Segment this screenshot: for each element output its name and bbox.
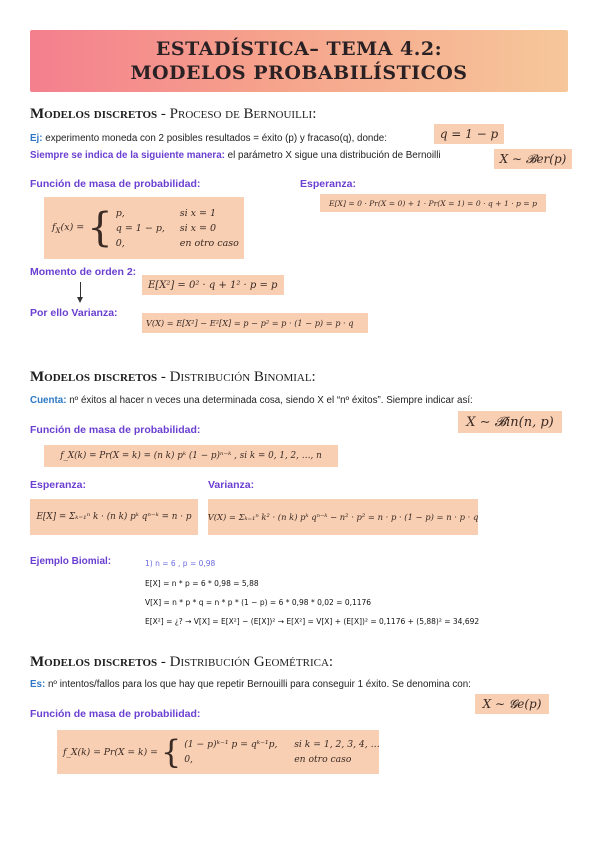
binomial-varianza-label: Varianza:	[208, 479, 255, 491]
geometrica-fmp-label: Función de masa de probabilidad:	[30, 708, 201, 720]
binomial-notation-box: X ∼ 𝓑in(n, p)	[458, 411, 562, 433]
case-row: 0, en otro caso	[184, 754, 352, 765]
momento-label: Momento de orden 2:	[30, 266, 137, 278]
left-brace-icon: {	[160, 733, 182, 771]
bernoulli-esperanza-box: E[X] = 0 · Pr(X = 0) + 1 · Pr(X = 1) = 0 · q + 1 · p = p	[320, 194, 546, 212]
bernoulli-varianza-label: Por ello Varianza:	[30, 307, 118, 319]
binomial-varianza-box: V(X) = Σₖ₌₁ⁿ k² · (n k) pᵏ qⁿ⁻ᵏ − n² · p² = n · p · (1 − p) = n · p · q	[208, 499, 478, 535]
momento-formula-box: E[X²] = 0² · q + 1² · p = p	[142, 275, 284, 295]
binomial-esperanza-label: Esperanza:	[30, 479, 87, 491]
es-label: Es:	[30, 679, 46, 690]
geo-fmp-cases	[184, 739, 380, 765]
left-brace-icon: {	[87, 205, 113, 251]
siempre-label: Siempre se indica de la siguiente manera:	[30, 150, 225, 161]
section-heading-bernoulli: Modelos discretos - Proceso de Bernouilli:	[30, 106, 317, 122]
arrow-head-icon	[77, 297, 83, 303]
bernoulli-example: Ej: experimento moneda con 2 posibles resultados = éxito (p) y fracaso(q), donde:	[30, 133, 387, 144]
bernoulli-esperanza-label: Esperanza:	[300, 178, 357, 190]
bernoulli-fmp-label: Función de masa de probabilidad:	[30, 178, 201, 190]
title-line-1: ESTADÍSTICA– TEMA 4.2:	[155, 38, 443, 60]
bernoulli-notation-text: Siempre se indica de la siguiente manera: el parámetro X sigue una distribución de Bernoilli	[30, 150, 441, 161]
section-heading-geometrica: Modelos discretos - Distribución Geométrica:	[30, 654, 334, 670]
section-heading-binomial: Modelos discretos - Distribución Binomial:	[30, 369, 316, 385]
case-row: q = 1 − p, si x = 0	[115, 222, 217, 234]
q-formula-box: q = 1 − p	[434, 124, 504, 144]
bernoulli-varianza-box: V(X) = E[X²] − E²[X] = p − p² = p · (1 − p) = p · q	[142, 313, 368, 333]
ej-label: Ej:	[30, 133, 43, 144]
ejemplo-line-2: E[X] = n * p = 6 * 0,98 = 5,88	[145, 579, 259, 588]
geo-fmp-lhs: f_X(k) = Pr(X = k) =	[63, 746, 158, 758]
geometrica-fmp-box	[57, 730, 379, 774]
binomial-fmp-box: f_X(k) = Pr(X = k) = (n k) pᵏ (1 − p)ⁿ⁻ᵏ , si k = 0, 1, 2, …, n	[44, 445, 338, 467]
binomial-fmp-label: Función de masa de probabilidad:	[30, 424, 201, 436]
cuenta-label: Cuenta:	[30, 395, 67, 406]
case-row: 0, en otro caso	[115, 237, 239, 249]
ejemplo-label: Ejemplo Biomial:	[30, 556, 112, 567]
binomial-cuenta: Cuenta: nº éxitos al hacer n veces una determinada cosa, siendo X el “nº éxitos”. Siempre indicar así:	[30, 395, 473, 406]
case-row: (1 − p)ᵏ⁻¹ p = qᵏ⁻¹p, si k = 1, 2, 3, 4, …	[184, 739, 380, 750]
bernoulli-notation-box: X ∼ 𝓑er(p)	[494, 149, 572, 169]
ejemplo-line-3: V[X] = n * p * q = n * p * (1 − p) = 6 * 0,98 * 0,02 = 0,1176	[145, 598, 372, 607]
ejemplo-line-1: 1) n = 6 , p = 0,98	[145, 559, 216, 568]
binomial-esperanza-box: E[X] = Σₖ₌₁ⁿ k · (n k) pᵏ qⁿ⁻ᵏ = n · p	[30, 499, 198, 535]
fmp-lhs: $f_X(x)$ =	[52, 221, 85, 235]
title-banner	[30, 30, 568, 92]
geometrica-es: Es: nº intentos/fallos para los que hay que repetir Bernouilli para conseguir 1 éxito. Se denomina con:	[30, 679, 471, 690]
fmp-cases	[116, 208, 239, 249]
title-line-2: MODELOS PROBABILÍSTICOS	[130, 62, 468, 84]
ejemplo-line-4: E[X²] = ¿? → V[X] = E[X²] − (E[X])² → E[X²] = V[X] + (E[X])² = 0,1176 + (5,88)² = 34,692	[145, 617, 480, 626]
case-row: p, si x = 1	[115, 207, 217, 219]
bernoulli-fmp-box	[44, 197, 244, 259]
geometrica-notation-box: X ∼ 𝓖e(p)	[475, 694, 549, 714]
